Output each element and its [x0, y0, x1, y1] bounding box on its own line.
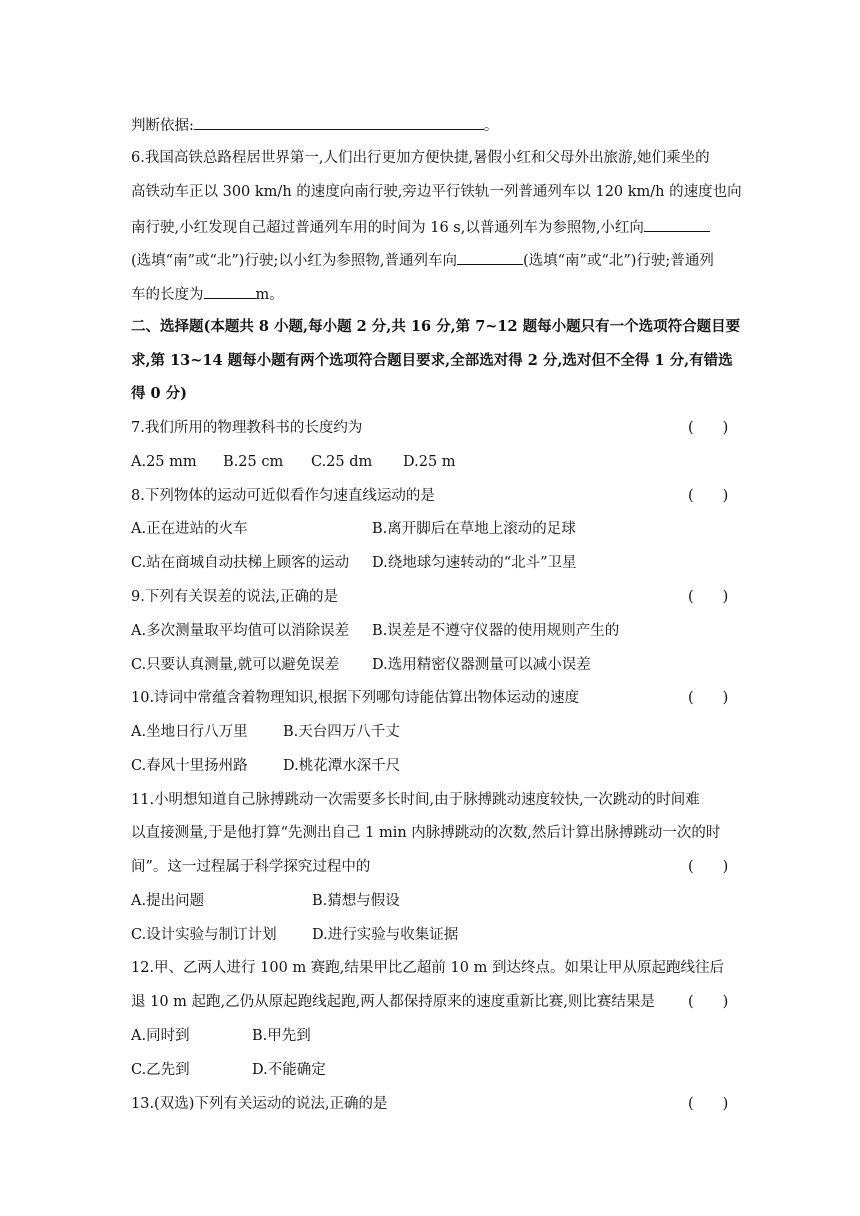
q9-option-d[interactable]: D.选用精密仪器测量可以减小误差: [372, 657, 591, 673]
q8-option-a[interactable]: A.正在进站的火车: [131, 521, 248, 537]
q6-line-5: [131, 283, 284, 305]
q8-stem: 8.下列物体的运动可近似看作匀速直线运动的是: [131, 488, 435, 504]
q6-line-4-text-b: (选填“南”或“北”)行驶;普通列: [522, 253, 714, 269]
q11-option-d[interactable]: D.进行实验与收集证据: [312, 927, 459, 943]
q6-line-2: 高铁动车正以 300 km/h 的速度向南行驶,旁边平行铁轨一列普通列车以 120 km/h 的速度也向: [131, 184, 742, 200]
q7-option-d[interactable]: D.25 m: [403, 454, 456, 470]
q11-options-row-1: [131, 891, 400, 911]
q8-options-row-1: [131, 519, 576, 539]
q10-answer-paren[interactable]: ( ): [688, 690, 729, 706]
q6-line-3-text: 南行驶,小红发现自己超过普通列车用的时间为 16 s,以普通列车为参照物,小红向: [131, 220, 644, 236]
q12-line-2: 退 10 m 起跑,乙仍从原起跑线起跑,两人都保持原来的速度重新比赛,则比赛结果是: [131, 994, 655, 1010]
q10-option-d[interactable]: D.桃花潭水深千尺: [283, 758, 401, 774]
q9-option-b[interactable]: B.误差是不遵守仪器的使用规则产生的: [372, 623, 620, 639]
q10-option-c[interactable]: C.春风十里扬州路: [131, 758, 248, 774]
section-2-heading-line-2: 求,第 13~14 题每小题有两个选项符合题目要求,全部选对得 2 分,选对但不全得 1 分,有错选: [131, 352, 733, 369]
q6-line-1: 6.我国高铁总路程居世界第一,人们出行更加方便快捷,暑假小红和父母外出旅游,她们乘坐的: [131, 150, 710, 166]
answer-blank[interactable]: [194, 114, 484, 130]
q9-options-row-1: [131, 621, 619, 641]
answer-blank[interactable]: [457, 249, 523, 265]
q6-line-5-text-a: 车的长度为: [131, 287, 204, 303]
q7-answer-paren[interactable]: ( ): [688, 420, 729, 436]
q9-option-a[interactable]: A.多次测量取平均值可以消除误差: [131, 623, 350, 639]
q11-option-b[interactable]: B.猜想与假设: [312, 893, 400, 909]
q11-line-3: 间”。这一过程属于科学探究过程中的: [131, 859, 371, 875]
judgment-basis-label: 判断依据:: [131, 118, 194, 134]
q12-option-b[interactable]: B.甲先到: [252, 1028, 311, 1044]
q12-option-c[interactable]: C.乙先到: [131, 1062, 190, 1078]
q11-line-2: 以直接测量,于是他打算“先测出自己 1 min 内脉搏跳动的次数,然后计算出脉搏跳动一次的时: [131, 825, 721, 841]
q9-answer-paren[interactable]: ( ): [688, 589, 729, 605]
q12-options-row-1: [131, 1026, 311, 1046]
q10-options-row-2: [131, 756, 400, 776]
q12-option-a[interactable]: A.同时到: [131, 1028, 190, 1044]
q11-option-c[interactable]: C.设计实验与制订计划: [131, 927, 277, 943]
q9-options-row-2: [131, 655, 591, 675]
q8-answer-paren[interactable]: ( ): [688, 488, 729, 504]
q8-options-row-2: [131, 553, 577, 573]
q11-option-a[interactable]: A.提出问题: [131, 893, 205, 909]
q12-option-d[interactable]: D.不能确定: [252, 1062, 326, 1078]
q12-line-1: 12.甲、乙两人进行 100 m 赛跑,结果甲比乙超前 10 m 到达终点。如果让甲从原起跑线往后: [131, 960, 724, 976]
q7-option-a[interactable]: A.25 mm: [131, 454, 197, 470]
q11-line-1: 11.小明想知道自己脉搏跳动一次需要多长时间,由于脉搏跳动速度较快,一次跳动的时间难: [131, 792, 700, 808]
q10-options-row-1: [131, 722, 400, 742]
section-2-heading-line-3: 得 0 分): [131, 385, 188, 402]
q7-stem: 7.我们所用的物理教科书的长度约为: [131, 420, 363, 436]
q12-options-row-2: [131, 1060, 326, 1080]
q9-stem: 9.下列有关误差的说法,正确的是: [131, 589, 338, 605]
q10-stem: 10.诗词中常蕴含着物理知识,根据下列哪句诗能估算出物体运动的速度: [131, 690, 580, 706]
judgment-basis-line: [131, 114, 498, 136]
answer-blank[interactable]: [204, 283, 256, 299]
q7-options: [131, 452, 456, 472]
q6-line-3: [131, 216, 710, 238]
q10-option-a[interactable]: A.坐地日行八万里: [131, 724, 248, 740]
judgment-basis-tail: 。: [483, 118, 499, 134]
q10-option-b[interactable]: B.天台四万八千丈: [283, 724, 400, 740]
q13-answer-paren[interactable]: ( ): [688, 1096, 729, 1112]
q11-options-row-2: [131, 925, 458, 945]
q11-answer-paren[interactable]: ( ): [688, 859, 729, 875]
q7-option-c[interactable]: C.25 dm: [311, 454, 373, 470]
q8-option-d[interactable]: D.绕地球匀速转动的“北斗”卫星: [372, 555, 577, 571]
q6-line-5-text-b: m。: [255, 287, 284, 303]
q7-option-b[interactable]: B.25 cm: [223, 454, 284, 470]
q9-option-c[interactable]: C.只要认真测量,就可以避免误差: [131, 657, 340, 673]
q8-option-c[interactable]: C.站在商城自动扶梯上顾客的运动: [131, 555, 350, 571]
q12-answer-paren[interactable]: ( ): [688, 994, 729, 1010]
q6-line-4-text-a: (选填“南”或“北”)行驶;以小红为参照物,普通列车向: [131, 253, 457, 269]
q6-line-4: [131, 249, 714, 271]
answer-blank[interactable]: [644, 216, 710, 232]
q13-stem: 13.(双选)下列有关运动的说法,正确的是: [131, 1096, 388, 1112]
section-2-heading-line-1: 二、选择题(本题共 8 小题,每小题 2 分,共 16 分,第 7~12 题每小题只有一个选项符合题目要: [131, 318, 741, 335]
q8-option-b[interactable]: B.离开脚后在草地上滚动的足球: [372, 521, 576, 537]
